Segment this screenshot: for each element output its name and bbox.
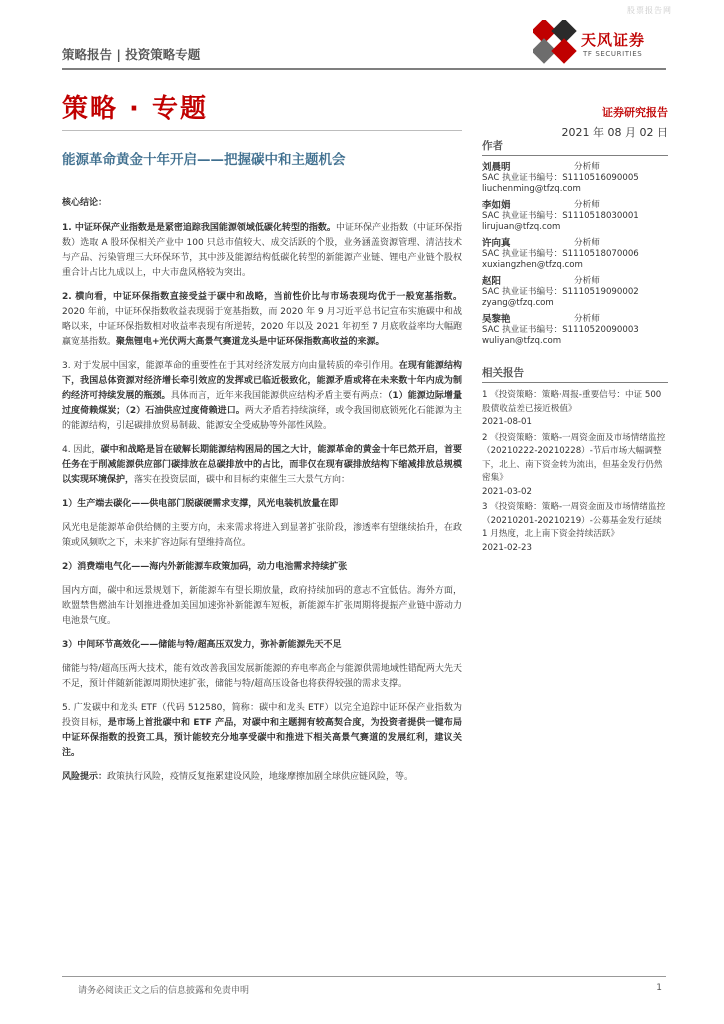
report-subtitle: 能源革命黄金十年开启——把握碳中和主题机会 (62, 152, 346, 168)
sub-heading-3: 3）中间环节高效化——储能与特/超高压双发力，弥补新能源先天不足 (62, 640, 342, 650)
paragraph-4: 4. 因此，碳中和战略是旨在破解长期能源结构困局的国之大计，能源革命的黄金十年已然开启，首要任务在于削减能源供应部门碳排放在总碳排放中的占比，而非仅在现有碳排放结构下缩减排放总规模以实现环境保护，落实在投资层面，碳中和目标约束催生三大景气方向： (62, 445, 462, 485)
sub-paragraph-2: 国内方面，碳中和远景规划下，新能源车有望长期放量，政府持续加码的意志不宜低估。海外方面，欧盟禁售燃油车计划推进叠加美国加速弥补新能源车短板，新能源车扩张周期将提振产业链中游动力电池景气度。 (62, 586, 462, 626)
related-report-item[interactable] (482, 501, 668, 555)
sub-heading-1: 1）生产端去碳化——供电部门脱碳硬需求支撑，风光电装机放量在即 (62, 499, 339, 509)
related-report-item[interactable] (482, 389, 668, 430)
related-report-title[interactable]: 2 《投资策略：策略-一周资金面及市场情绪监控（20210222-20210228）-节后市场大幅调整下，北上、南下资金转为流出，但基金发行仍然密集》 (482, 432, 666, 483)
company-logo (533, 20, 668, 68)
report-type: 证券研究报告 (602, 106, 668, 119)
author-name: 吴黎艳 (482, 314, 511, 325)
author-role: 分析师 (574, 200, 600, 210)
author-name: 刘晨明 (482, 162, 511, 173)
paragraph-1: 1. 中证环保产业指数是是紧密追踪我国能源领域低碳化转型的指数。中证环保产业指数（中证环保指数）选取 A 股环保相关产业中 100 只总市值较大、成交活跃的个股，业务涵盖资源管理、清洁技术与产品、污染管理三大环保环节，其中涉及能源结构低碳化转型的新能源产业链、锂电产业链个股权重合计占比九成以上，中大市盘风格较为突出。 (62, 223, 462, 278)
related-heading: 相关报告 (482, 365, 668, 383)
author-card (482, 200, 668, 233)
author-sac: SAC 执业证书编号：S1110520090003 (482, 325, 639, 335)
author-name: 赵阳 (482, 276, 502, 287)
author-role: 分析师 (574, 162, 600, 172)
main-body (62, 196, 462, 794)
logo-text-cn: 天风证券 (581, 31, 646, 49)
related-reports (482, 365, 668, 555)
author-email[interactable]: lirujuan@tfzq.com (482, 222, 561, 232)
sub-heading-2: 2）消费端电气化——海内外新能源车政策加码，动力电池需求持续扩张 (62, 562, 348, 572)
author-sac: SAC 执业证书编号：S1110516090005 (482, 173, 639, 183)
footer-divider (62, 976, 666, 977)
authors-heading: 作者 (482, 138, 668, 156)
risk-warning: 风险提示：政策执行风险，疫情反复拖累建设风险，地缘摩擦加剧全球供应链风险，等。 (62, 772, 414, 782)
related-report-date: 2021-02-23 (482, 542, 532, 553)
author-card (482, 162, 668, 195)
related-report-title[interactable]: 1 《投资策略：策略·周报-重要信号：中证 500 股债收益差已接近极值》 (482, 390, 662, 414)
author-card (482, 238, 668, 271)
author-email[interactable]: zyang@tfzq.com (482, 298, 554, 308)
author-role: 分析师 (574, 238, 600, 248)
title-divider (62, 130, 462, 131)
paragraph-2: 2. 横向看，中证环保指数直接受益于碳中和战略，当前性价比与市场表现均优于一般宽基指数。2020 年前，中证环保指数收益表现弱于宽基指数，而 2020 年 9 月习近平总书记宣布实施碳中和战略以来，中证环保指数相对收益率表现有所逆转，2020 年以及 2021 年初至 7 月底收益率均大幅跑赢宽基指数。聚焦锂电+光伏两大高景气赛道龙头是中证环保指数高收益的来源。 (62, 292, 462, 347)
author-name: 许向真 (482, 238, 511, 249)
related-report-date: 2021-08-01 (482, 417, 532, 427)
sub-paragraph-3: 储能与特/超高压两大技术，能有效改善我国发展新能源的弃电率高企与能源供需地域性错配两大先天不足，预计伴随新能源周期快速扩张，储能与特/超高压设备也将获得较强的需求支撑。 (62, 664, 462, 689)
report-category-title: 策略 · 专题 (62, 94, 208, 124)
author-email[interactable]: liuchenming@tfzq.com (482, 184, 581, 194)
author-role: 分析师 (574, 314, 600, 324)
logo-mark-icon (533, 20, 577, 64)
sidebar (482, 138, 668, 557)
author-sac: SAC 执业证书编号：S1110518070006 (482, 249, 639, 259)
author-card (482, 276, 668, 309)
author-sac: SAC 执业证书编号：S1110518030001 (482, 211, 639, 221)
author-email[interactable]: xuxiangzhen@tfzq.com (482, 260, 583, 270)
footer-disclaimer: 请务必阅读正文之后的信息披露和免责申明 (78, 986, 250, 996)
author-email[interactable]: wuliyan@tfzq.com (482, 336, 562, 346)
related-report-item[interactable] (482, 432, 668, 500)
author-sac: SAC 执业证书编号：S1110519090002 (482, 287, 639, 297)
header-title: 策略报告 | 投资策略专题 (62, 47, 201, 62)
page-number: 1 (656, 983, 662, 993)
author-name: 李如娟 (482, 200, 511, 211)
author-card (482, 314, 668, 347)
sub-paragraph-1: 风光电是能源革命供给侧的主要方向，未来需求将进入到显著扩张阶段，渗透率有望继续抬升，在政策或风频吹之下，未来扩容边际有望维持高位。 (62, 523, 462, 548)
paragraph-3: 3. 对于发展中国家，能源革命的重要性在于其对经济发展方向由量转质的牵引作用。在现有能源结构下，我国总体资源对经济增长牵引效应的发挥或已临近极致化，能源矛盾或将在未来数十年内成为制约经济可持续发展的瓶颈。具体而言，近年来我国能源供应结构矛盾主要有两点：（1）能源边际增量过度倚赖煤炭；（2）石油供应过度倚赖进口。两大矛盾若持续演绎，或令我国彻底锁死化石能源为主的能源结构，引起碳排放贸易制裁、能源安全受威胁等外部性风险。 (62, 361, 462, 431)
related-report-date: 2021-03-02 (482, 486, 532, 497)
logo-text-en: TF SECURITIES (583, 50, 643, 58)
author-role: 分析师 (574, 276, 600, 286)
header-divider (62, 68, 666, 70)
paragraph-5: 5. 广发碳中和龙头 ETF（代码 512580，简称：碳中和龙头 ETF）以完全追踪中证环保产业指数为投资目标，是市场上首批碳中和 ETF 产品，对碳中和主题拥有较高契合度，为投资者提供一键布局中证环保指数的投资工具，预计能较充分地享受碳中和推进下相关高景气赛道的发展红利，建议关注。 (62, 703, 462, 758)
related-report-title[interactable]: 3 《投资策略：策略-一周资金面及市场情绪监控（20210201-20210219）-公募基金发行延续 1 月热度，北上南下资金持续活跃》 (482, 502, 666, 539)
watermark: 股票报告网 (627, 6, 672, 15)
report-date: 2021 年 08 月 02 日 (561, 126, 668, 139)
section-heading: 核心结论： (62, 198, 108, 208)
